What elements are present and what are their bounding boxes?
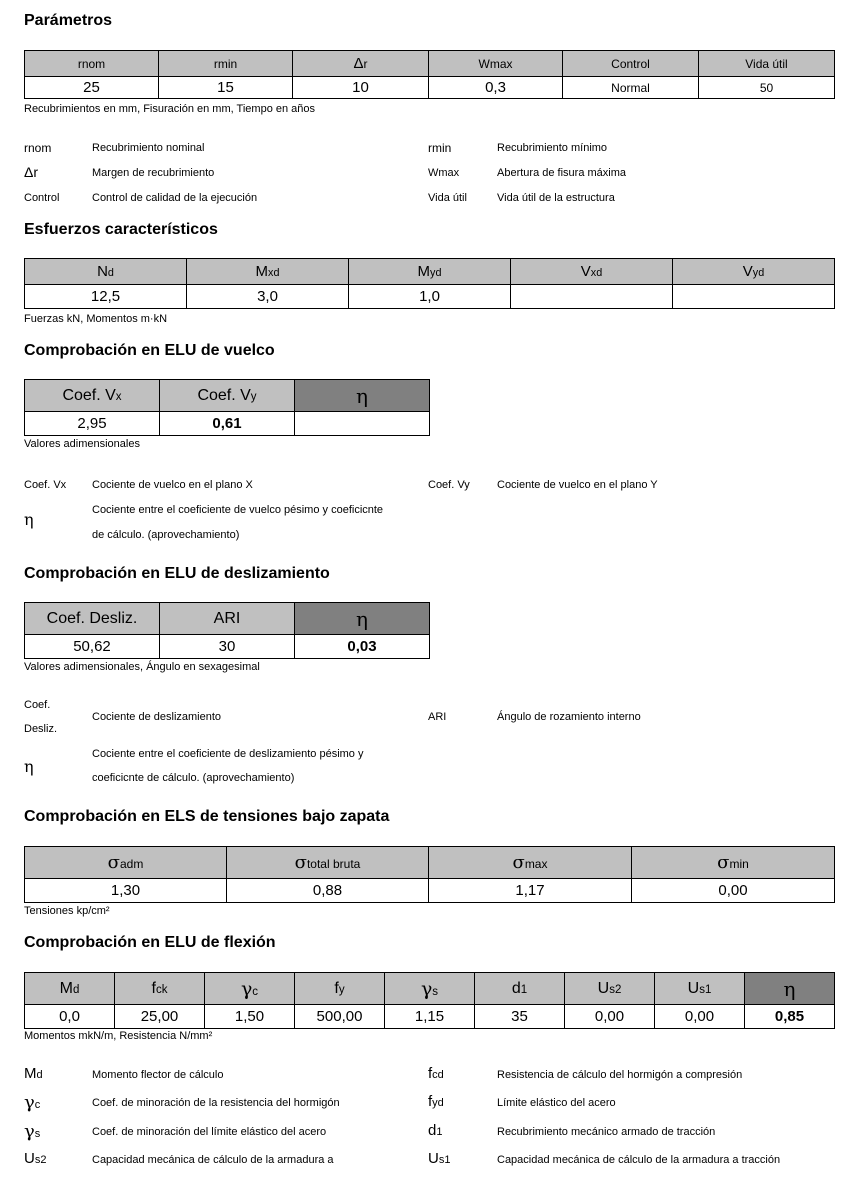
value-sigma-adm: 1,30	[25, 879, 227, 903]
header-gamma-c: γc	[205, 973, 295, 1005]
value-wmax: 0,3	[429, 77, 563, 99]
value-fy: 500,00	[295, 1005, 385, 1029]
header-coef-vx: Coef. Vx	[25, 380, 160, 412]
header-fck: fck	[115, 973, 205, 1005]
value-md: 0,0	[25, 1005, 115, 1029]
value-eta-desliz: 0,03	[295, 635, 430, 659]
value-rmin: 15	[159, 77, 293, 99]
vuelco-table	[24, 379, 430, 436]
legend-desc-us2: Capacidad mecánica de cálculo de la armadura a	[92, 1154, 334, 1166]
tensiones-note: Tensiones kp/cm²	[24, 905, 110, 917]
value-eta	[295, 412, 430, 436]
value-nd: 12,5	[25, 285, 187, 309]
legend-sym-delta-r: Δr	[24, 164, 39, 180]
params-note: Recubrimientos en mm, Fisuración en mm, Tiempo en años	[24, 103, 316, 115]
legend-sym-gamma-s: γs	[24, 1121, 41, 1142]
legend-sym-eta: η	[24, 510, 34, 529]
legend-sym-md: Md	[24, 1065, 43, 1082]
header-nd: Nd	[25, 259, 187, 285]
header-eta: η	[295, 380, 430, 412]
legend-desc-coef-vx: Cociente de vuelco en el plano X	[92, 479, 253, 491]
value-vxd	[511, 285, 673, 309]
header-d1: d1	[475, 973, 565, 1005]
deslizamiento-table	[24, 602, 430, 659]
legend-sym-rnom: rnom	[24, 141, 52, 155]
header-ari: ARI	[160, 603, 295, 635]
header-vxd: Vxd	[511, 259, 673, 285]
esfuerzos-note: Fuerzas kN, Momentos m·kN	[24, 313, 168, 325]
vuelco-note: Valores adimensionales	[24, 438, 140, 450]
header-vyd: Vyd	[673, 259, 835, 285]
legend-desc-eta-line2: de cálculo. (aprovechamiento)	[92, 529, 240, 541]
legend-sym-wmax: Wmax	[428, 167, 460, 179]
legend-sym-ari: ARI	[428, 711, 447, 723]
value-delta-r: 10	[293, 77, 429, 99]
tensiones-table	[24, 846, 835, 903]
flexion-note: Momentos mkN/m, Resistencia N/mm²	[24, 1030, 213, 1042]
header-wmax: Wmax	[429, 51, 563, 77]
value-ari: 30	[160, 635, 295, 659]
header-eta-desliz: η	[295, 603, 430, 635]
legend-desc-us1: Capacidad mecánica de cálculo de la armadura a tracción	[497, 1154, 781, 1166]
header-coef-vy: Coef. Vy	[160, 380, 295, 412]
header-delta-r: Δr	[293, 51, 429, 77]
legend-desc-eta-line1: Cociente entre el coeficiente de vuelco pésimo y coeficicnte	[92, 504, 384, 516]
legend-desc-control: Control de calidad de la ejecución	[92, 192, 258, 204]
legend-desc-eta-desliz-line1: Cociente entre el coeficiente de deslizamiento pésimo y	[92, 748, 364, 760]
header-us1: Us1	[655, 973, 745, 1005]
value-mxd: 3,0	[187, 285, 349, 309]
flexion-table	[24, 972, 835, 1029]
deslizamiento-note: Valores adimensionales, Ángulo en sexagesimal	[24, 661, 260, 673]
header-vida-util: Vida útil	[699, 51, 835, 77]
legend-sym-coef-vx: Coef. Vx	[24, 479, 67, 491]
legend-sym-vida-util: Vida útil	[428, 192, 467, 204]
value-us2: 0,00	[565, 1005, 655, 1029]
value-eta-flexion: 0,85	[745, 1005, 835, 1029]
section-title-parametros: Parámetros	[24, 12, 113, 29]
value-d1: 35	[475, 1005, 565, 1029]
legend-desc-d1: Recubrimiento mecánico armado de tracción	[497, 1126, 716, 1138]
header-mxd: Mxd	[187, 259, 349, 285]
section-title-esfuerzos: Esfuerzos característicos	[24, 221, 218, 238]
value-gamma-s: 1,15	[385, 1005, 475, 1029]
legend-sym-gamma-c: γc	[24, 1092, 41, 1113]
value-myd: 1,0	[349, 285, 511, 309]
legend-sym-fyd: fyd	[428, 1093, 444, 1110]
header-control: Control	[563, 51, 699, 77]
header-fy: fy	[295, 973, 385, 1005]
legend-desc-wmax: Abertura de fisura máxima	[497, 167, 626, 179]
params-table	[24, 50, 835, 99]
section-title-deslizamiento: Comprobación en ELU de deslizamiento	[24, 565, 330, 582]
section-title-tensiones: Comprobación en ELS de tensiones bajo zapata	[24, 808, 390, 825]
legend-desc-gamma-c: Coef. de minoración de la resistencia del hormigón	[92, 1097, 340, 1109]
legend-sym-us2: Us2	[24, 1150, 47, 1167]
legend-sym-us1: Us1	[428, 1150, 451, 1167]
header-sigma-adm: σadm	[25, 847, 227, 879]
legend-desc-vida-util: Vida útil de la estructura	[497, 192, 615, 204]
legend-desc-md: Momento flector de cálculo	[92, 1069, 224, 1081]
value-fck: 25,00	[115, 1005, 205, 1029]
value-sigma-max: 1,17	[429, 879, 632, 903]
legend-desc-delta-r: Margen de recubrimiento	[92, 167, 215, 179]
legend-sym-coef-desliz-line1: Coef.	[24, 699, 51, 711]
legend-desc-rnom: Recubrimiento nominal	[92, 142, 205, 154]
value-coef-vx: 2,95	[25, 412, 160, 436]
legend-desc-eta-desliz-line2: coeficicnte de cálculo. (aprovechamiento)	[92, 772, 295, 784]
value-rnom: 25	[25, 77, 159, 99]
value-sigma-min: 0,00	[632, 879, 835, 903]
value-vyd	[673, 285, 835, 309]
header-sigma-total-bruta: σtotal bruta	[227, 847, 429, 879]
legend-desc-rmin: Recubrimiento mínimo	[497, 142, 608, 154]
legend-desc-fcd: Resistencia de cálculo del hormigón a compresión	[497, 1069, 743, 1081]
header-rmin: rmin	[159, 51, 293, 77]
legend-desc-gamma-s: Coef. de minoración del límite elástico del acero	[92, 1126, 327, 1138]
legend-sym-d1: d1	[428, 1122, 443, 1139]
header-rnom: rnom	[25, 51, 159, 77]
legend-desc-fyd: Límite elástico del acero	[497, 1097, 616, 1109]
legend-sym-coef-vy: Coef. Vy	[428, 479, 470, 491]
section-title-flexion: Comprobación en ELU de flexión	[24, 934, 276, 951]
value-coef-desliz: 50,62	[25, 635, 160, 659]
header-gamma-s: γs	[385, 973, 475, 1005]
legend-desc-ari: Ángulo de rozamiento interno	[497, 711, 641, 723]
header-coef-desliz: Coef. Desliz.	[25, 603, 160, 635]
esfuerzos-table	[24, 258, 835, 309]
header-us2: Us2	[565, 973, 655, 1005]
header-eta-flexion: η	[745, 973, 835, 1005]
value-vida-util: 50	[699, 77, 835, 99]
section-title-vuelco: Comprobación en ELU de vuelco	[24, 342, 275, 359]
value-coef-vy: 0,61	[160, 412, 295, 436]
legend-desc-coef-vy: Cociente de vuelco en el plano Y	[497, 479, 658, 491]
legend-sym-fcd: fcd	[428, 1065, 444, 1082]
value-gamma-c: 1,50	[205, 1005, 295, 1029]
legend-sym-rmin: rmin	[428, 141, 452, 155]
value-control: Normal	[563, 77, 699, 99]
legend-sym-eta-desliz: η	[24, 757, 34, 776]
legend-sym-coef-desliz-line2: Desliz.	[24, 723, 58, 735]
header-sigma-max: σmax	[429, 847, 632, 879]
legend-desc-coef-desliz: Cociente de deslizamiento	[92, 711, 222, 723]
value-us1: 0,00	[655, 1005, 745, 1029]
header-sigma-min: σmin	[632, 847, 835, 879]
legend-sym-control: Control	[24, 192, 60, 204]
value-sigma-total-bruta: 0,88	[227, 879, 429, 903]
header-md: Md	[25, 973, 115, 1005]
header-myd: Myd	[349, 259, 511, 285]
